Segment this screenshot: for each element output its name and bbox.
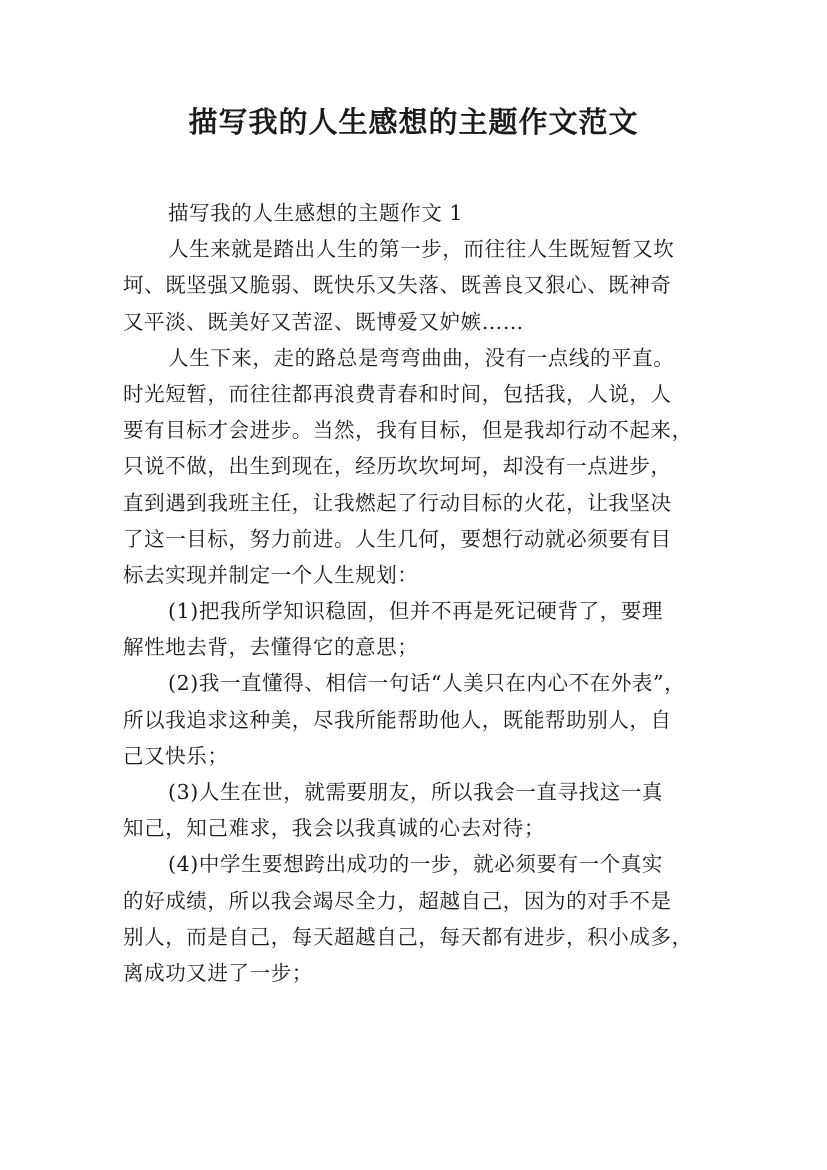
list-item-line: (3)人生在世，就需要朋友，所以我会一直寻找这一真: [168, 780, 664, 804]
list-item-line: 所以我追求这种美，尽我所能帮助他人，既能帮助别人，自: [123, 707, 672, 732]
list-item-line: 己又快乐；: [123, 743, 229, 768]
list-item-line: 的好成绩，所以我会竭尽全力，超越自己，因为的对手不是: [123, 888, 672, 913]
list-item-line: 离成功又进了一步；: [123, 960, 313, 985]
paragraph-line: 只说不做，出生到现在，经历坎坎坷坷，却没有一点进步，: [123, 454, 672, 479]
paragraph-line: 又平淡、既美好又苦涩、既博爱又妒嫉……: [123, 309, 524, 334]
paragraph-line: 直到遇到我班主任，让我燃起了行动目标的火花，让我坚决: [123, 490, 672, 515]
paragraph-line: 要有目标才会进步。当然，我有目标，但是我却行动不起来，: [123, 418, 693, 443]
paragraph-line: 人生下来，走的路总是弯弯曲曲，没有一点线的平直。: [168, 345, 675, 370]
section-heading: 描写我的人生感想的主题作文 1: [168, 201, 464, 225]
list-item-line: 解性地去背，去懂得它的意思；: [123, 635, 419, 660]
paragraph-line: 时光短暂，而往往都再浪费青春和时间，包括我，人说，人: [123, 381, 672, 406]
list-item-line: 别人，而是自己，每天超越自己，每天都有进步，积小成多，: [123, 924, 693, 949]
list-item-line: (4)中学生要想跨出成功的一步，就必须要有一个真实: [168, 852, 664, 877]
list-item-line: (2)我一直懂得、相信一句话“人美只在内心不在外表”，: [168, 671, 686, 696]
document-body: [123, 195, 723, 991]
paragraph-line: 了这一目标，努力前进。人生几何，要想行动就必须要有目: [123, 526, 672, 551]
document-title: 描写我的人生感想的主题作文范文: [188, 105, 639, 139]
paragraph-line: 坷、既坚强又脆弱、既快乐又失落、既善良又狠心、既神奇: [123, 273, 672, 298]
list-item-line: (1)把我所学知识稳固，但并不再是死记硬背了，要理: [168, 599, 664, 624]
paragraph-line: 人生来就是踏出人生的第一步，而往往人生既短暂又坎: [168, 237, 675, 262]
list-item-line: 知己，知己难求，我会以我真诚的心去对待；: [123, 816, 545, 841]
paragraph-line: 标去实现并制定一个人生规划：: [123, 562, 419, 587]
